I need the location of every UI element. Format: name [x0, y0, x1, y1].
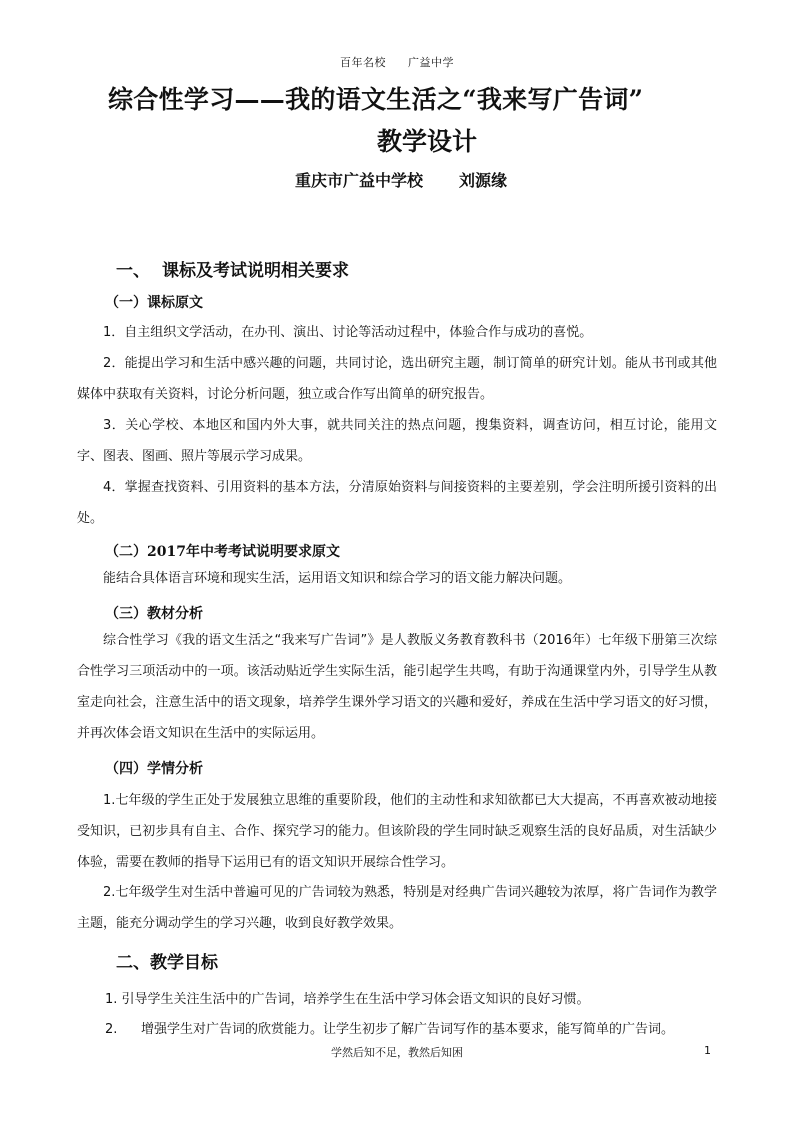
textbook-analysis-text: 综合性学习《我的语文生活之“我来写广告词”》是人教版义务教育教科书（2016年）七年级下册第三次综合性学习三项活动中的一项。该活动贴近学生实际生活，能引起学生共鸣，有助于沟通课堂内外，引导学生从教室走向社会，注意生活中的语文现象，培养学生课外学习语文的兴趣和爱好，养成在生活中学习语文的好习惯，并再次体会语文知识在生活中的实际运用。 — [77, 633, 717, 741]
objective-item — [105, 1018, 674, 1037]
section1-heading — [116, 256, 349, 281]
subsection-heading: （一）课标原文 — [105, 295, 203, 311]
section1-title: 课标及考试说明相关要求 — [162, 261, 349, 281]
objective-text: 增强学生对广告词的欣赏能力。让学生初步了解广告词写作的基本要求，能写简单的广告词。 — [141, 1022, 675, 1037]
page-header — [0, 54, 794, 70]
exam-requirement-text: 能结合具体语言环境和现实生活，运用语文知识和综合学习的语文能力解决问题。 — [103, 571, 572, 586]
subsection-heading: （三）教材分析 — [105, 606, 203, 622]
author-school: 重庆市广益中学校 — [294, 171, 423, 190]
author-line — [0, 168, 794, 191]
section1-number: 一、 — [116, 261, 150, 281]
objective-text: 引导学生关注生活中的广告词，培养学生在生活中学习体会语文知识的良好习惯。 — [121, 992, 590, 1007]
section2-heading: 二、教学目标 — [116, 953, 218, 973]
header-school-tag: 百年名校 — [340, 56, 386, 69]
standard-item: 1．自主组织文学活动，在办刊、演出、讨论等活动过程中，体验合作与成功的喜悦。 — [103, 325, 593, 340]
author-name: 刘源缘 — [459, 171, 508, 190]
footer-motto: 学然后知不足，教然后知困 — [331, 1046, 463, 1059]
standard-item: 3．关心学校、本地区和国内外大事，就共同关注的热点问题，搜集资料，调查访问，相互讨论，能用文字、图表、图画、照片等展示学习成果。 — [77, 418, 717, 464]
objective-number: 1. — [105, 992, 118, 1007]
student-analysis-item: 1.七年级的学生正处于发展独立思维的重要阶段，他们的主动性和求知欲都已大大提高，不再喜欢被动地接受知识，已初步具有自主、合作、探究学习的能力。但该阶段的学生同时缺乏观察生活的良好品质，对生活缺少体验，需要在教师的指导下运用已有的语文知识开展综合性学习。 — [77, 793, 717, 870]
objective-item — [105, 988, 590, 1007]
page-number: 1 — [704, 1044, 711, 1057]
objective-number: 2. — [105, 1022, 118, 1037]
standard-item: 2．能提出学习和生活中感兴趣的问题，共同讨论，选出研究主题，制订简单的研究计划。能从书刊或其他媒体中获取有关资料，讨论分析问题，独立或合作写出简单的研究报告。 — [77, 356, 717, 402]
document-subtitle: 教学设计 — [376, 127, 477, 156]
subsection-heading: （四）学情分析 — [105, 761, 203, 777]
student-analysis-item: 2.七年级学生对生活中普遍可见的广告词较为熟悉，特别是对经典广告词兴趣较为浓厚，将广告词作为教学主题，能充分调动学生的学习兴趣，收到良好教学效果。 — [77, 885, 717, 931]
header-school-name: 广益中学 — [408, 56, 454, 69]
subsection-heading: （二）2017年中考考试说明要求原文 — [105, 544, 340, 560]
document-title: 综合性学习——我的语文生活之“我来写广告词” — [108, 85, 644, 114]
standard-item: 4．掌握查找资料、引用资料的基本方法，分清原始资料与间接资料的主要差别，学会注明所援引资料的出处。 — [77, 480, 717, 526]
